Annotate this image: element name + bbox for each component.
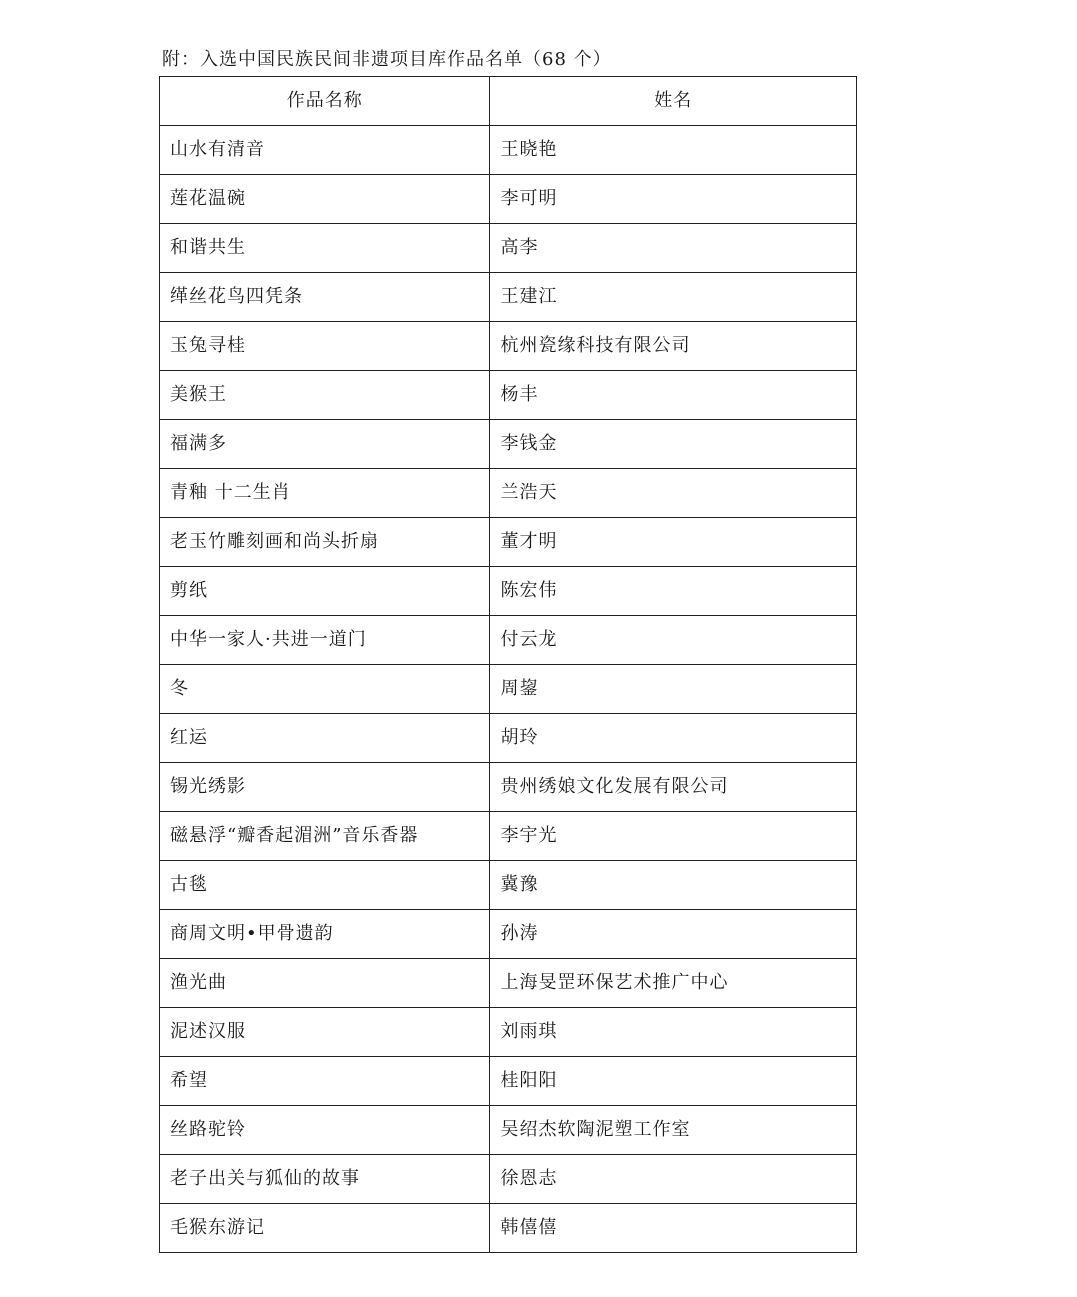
work-title-cell: 磁悬浮“瓣香起湄洲”音乐香器 <box>160 812 490 861</box>
table-row <box>160 763 857 812</box>
column-header-name: 姓名 <box>490 77 857 126</box>
table-row <box>160 959 857 1008</box>
author-name-cell: 吴绍杰软陶泥塑工作室 <box>490 1106 857 1155</box>
work-title-cell: 福满多 <box>160 420 490 469</box>
work-title-cell: 冬 <box>160 665 490 714</box>
author-name-cell: 陈宏伟 <box>490 567 857 616</box>
table-row <box>160 322 857 371</box>
table-row <box>160 861 857 910</box>
author-name-cell: 董才明 <box>490 518 857 567</box>
table-row <box>160 1057 857 1106</box>
work-title-cell: 中华一家人·共进一道门 <box>160 616 490 665</box>
table-row <box>160 1008 857 1057</box>
work-title-cell: 美猴王 <box>160 371 490 420</box>
author-name-cell: 李可明 <box>490 175 857 224</box>
author-name-cell: 付云龙 <box>490 616 857 665</box>
table-row <box>160 469 857 518</box>
work-title-cell: 山水有清音 <box>160 126 490 175</box>
author-name-cell: 韩僖僖 <box>490 1204 857 1253</box>
works-list-table <box>159 76 857 1253</box>
table-row <box>160 420 857 469</box>
author-name-cell: 高李 <box>490 224 857 273</box>
work-title-cell: 泥述汉服 <box>160 1008 490 1057</box>
author-name-cell: 贵州绣娘文化发展有限公司 <box>490 763 857 812</box>
work-title-cell: 商周文明•甲骨遗韵 <box>160 910 490 959</box>
work-title-cell: 古毯 <box>160 861 490 910</box>
work-title-cell: 莲花温碗 <box>160 175 490 224</box>
table-row <box>160 273 857 322</box>
work-title-cell: 老子出关与狐仙的故事 <box>160 1155 490 1204</box>
work-title-cell: 红运 <box>160 714 490 763</box>
table-row <box>160 567 857 616</box>
author-name-cell: 杭州瓷缘科技有限公司 <box>490 322 857 371</box>
work-title-cell: 毛猴东游记 <box>160 1204 490 1253</box>
author-name-cell: 兰浩天 <box>490 469 857 518</box>
table-row <box>160 126 857 175</box>
table-row <box>160 1106 857 1155</box>
work-title-cell: 缂丝花鸟四凭条 <box>160 273 490 322</box>
author-name-cell: 徐恩志 <box>490 1155 857 1204</box>
author-name-cell: 刘雨琪 <box>490 1008 857 1057</box>
author-name-cell: 冀豫 <box>490 861 857 910</box>
table-row <box>160 616 857 665</box>
table-row <box>160 224 857 273</box>
author-name-cell: 周鋆 <box>490 665 857 714</box>
author-name-cell: 上海旻罡环保艺术推广中心 <box>490 959 857 1008</box>
work-title-cell: 老玉竹雕刻画和尚头折扇 <box>160 518 490 567</box>
document-caption: 附：入选中国民族民间非遗项目库作品名单（68 个） <box>162 49 612 70</box>
table-row <box>160 665 857 714</box>
table-row <box>160 518 857 567</box>
table-header-row <box>160 77 857 126</box>
work-title-cell: 锡光绣影 <box>160 763 490 812</box>
work-title-cell: 剪纸 <box>160 567 490 616</box>
author-name-cell: 杨丰 <box>490 371 857 420</box>
work-title-cell: 玉兔寻桂 <box>160 322 490 371</box>
work-title-cell: 渔光曲 <box>160 959 490 1008</box>
author-name-cell: 王建江 <box>490 273 857 322</box>
table-row <box>160 175 857 224</box>
author-name-cell: 孙涛 <box>490 910 857 959</box>
table-row <box>160 1204 857 1253</box>
work-title-cell: 丝路驼铃 <box>160 1106 490 1155</box>
author-name-cell: 桂阳阳 <box>490 1057 857 1106</box>
table-row <box>160 910 857 959</box>
table-row <box>160 714 857 763</box>
author-name-cell: 王晓艳 <box>490 126 857 175</box>
table-row <box>160 1155 857 1204</box>
author-name-cell: 李钱金 <box>490 420 857 469</box>
author-name-cell: 李宇光 <box>490 812 857 861</box>
work-title-cell: 希望 <box>160 1057 490 1106</box>
author-name-cell: 胡玲 <box>490 714 857 763</box>
table-row <box>160 371 857 420</box>
column-header-title: 作品名称 <box>160 77 490 126</box>
table-row <box>160 812 857 861</box>
work-title-cell: 和谐共生 <box>160 224 490 273</box>
work-title-cell: 青釉 十二生肖 <box>160 469 490 518</box>
